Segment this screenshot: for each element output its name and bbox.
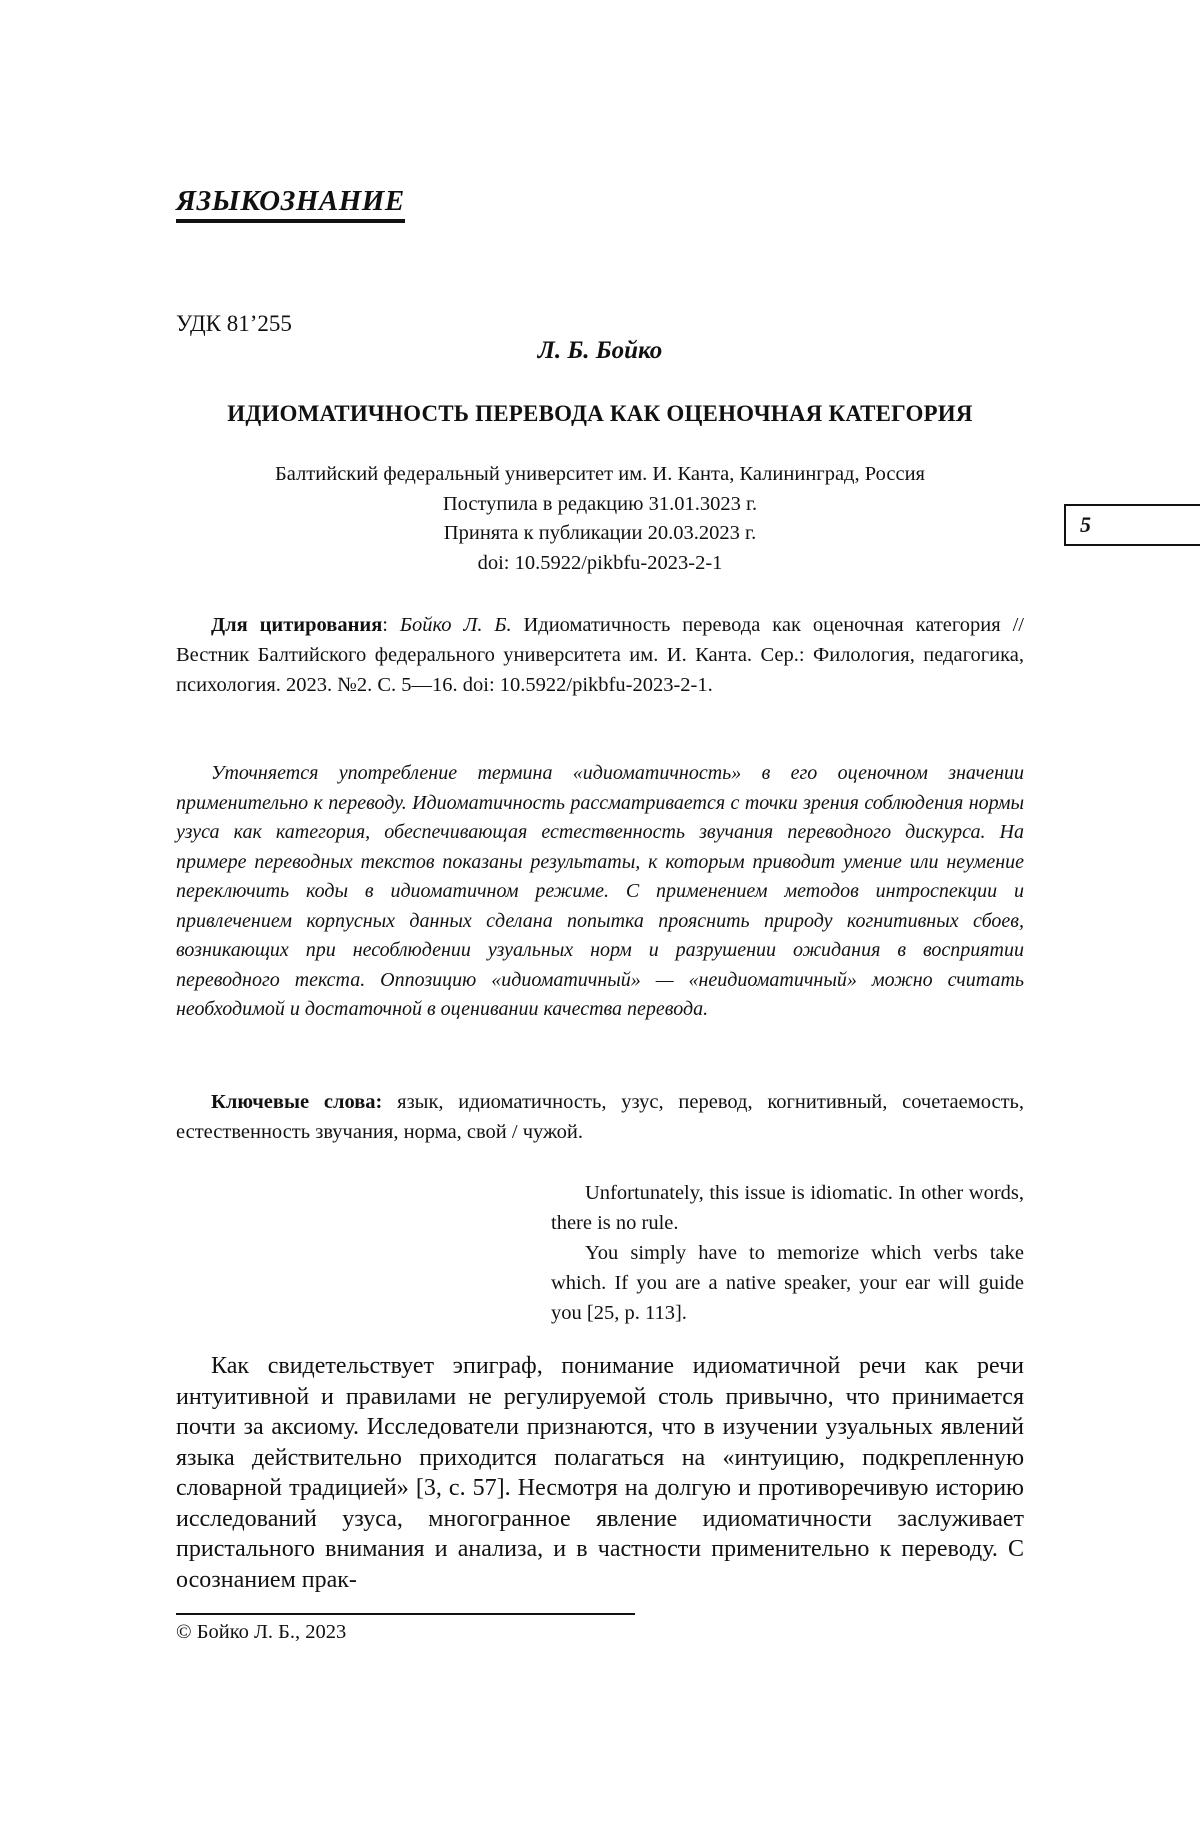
article-title: ИДИОМАТИЧНОСТЬ ПЕРЕВОДА КАК ОЦЕНОЧНАЯ КАТЕГОРИЯ <box>227 401 973 426</box>
epigraph-paragraph-2: You simply have to memorize which verbs take which. If you are a native speaker, your ear will guide you [25, p. 113]. <box>551 1242 1024 1324</box>
epigraph <box>551 1178 1024 1328</box>
copyright-notice: © Бойко Л. Б., 2023 <box>176 1621 347 1643</box>
keywords-block <box>176 1087 1024 1147</box>
citation-block: Для цитирования: Бойко Л. Б. Идиоматичность перевода как оценочная категория // Вестник Балтийского федерального университета им. И. Канта. Сер.: Филология, педагогика, психология. 2023. №2. С. 5—16. doi: 10.5922/pikbfu-2023-2-1. <box>176 614 1024 696</box>
abstract: Уточняется употребление термина «идиоматичность» в его оценочном значении применительно к переводу. Идиоматичность рассматривается с точки зрения соблюдения нормы узуса как категория, обеспечивающая естественность звучания переводного дискурса. На примере переводных текстов показаны результаты, к которым приводит умение или неумение переключить коды в идиоматичном режиме. С применением методов интроспекции и привлечением корпусных данных сделана попытка прояснить природу когнитивных сбоев, возникающих при несоблюдении узуальных норм и разрушении ожидания в восприятии переводного текста. Оппозицию «идиоматичный» — «неидиоматичный» можно считать необходимой и достаточной в оценивании качества перевода. <box>176 762 1024 1020</box>
epigraph-paragraph-1: Unfortunately, this issue is idiomatic. In other words, there is no rule. <box>551 1182 1024 1234</box>
citation-text: Идиоматичность перевода как оценочная категория // Вестник Балтийского федерального университета им. И. Канта. Сер.: Филология, педагогика, психология. 2023. №2. С. 5—16. doi: 10.5922/pikbfu-2023-2-1. <box>176 614 1024 696</box>
keywords-text: язык, идиоматичность, узус, перевод, когнитивный, сочетаемость, естественность звучания, норма, свой / чужой. <box>176 1091 1024 1143</box>
footnote-divider <box>176 1613 635 1615</box>
article-meta <box>176 460 1024 578</box>
doi: doi: 10.5922/pikbfu-2023-2-1 <box>477 551 723 574</box>
author-name: Л. Б. Бойко <box>537 337 663 364</box>
section-heading: ЯЗЫКОЗНАНИЕ <box>176 186 405 223</box>
citation-author: Бойко Л. Б. <box>399 614 512 636</box>
received-date: Поступила в редакцию 31.01.3023 г. <box>442 492 758 515</box>
accepted-date: Принята к публикации 20.03.2023 г. <box>443 522 757 544</box>
citation-label: Для цитирования <box>211 614 383 636</box>
body-paragraph: Как свидетельствует эпиграф, понимание идиоматичной речи как речи интуитивной и правилами не регулируемой столь привычно, что принимается почти за аксиому. Исследователи признаются, что в изучении узуальных явлений языка действительно приходится полагаться на «интуицию, подкрепленную словарной традицией» [3, с. 57]. Несмотря на долгую и противоречивую историю исследований узуса, многогранное явление идиоматичности заслуживает пристального внимания и анализа, и в частности применительно к переводу. С осознанием прак- <box>176 1353 1024 1593</box>
affiliation: Балтийский федеральный университет им. И. Канта, Калининград, Россия <box>275 463 925 485</box>
udc-code: УДК 81’255 <box>176 311 292 336</box>
page-number: 5 <box>1064 504 1200 546</box>
keywords-label: Ключевые слова: <box>211 1091 383 1113</box>
